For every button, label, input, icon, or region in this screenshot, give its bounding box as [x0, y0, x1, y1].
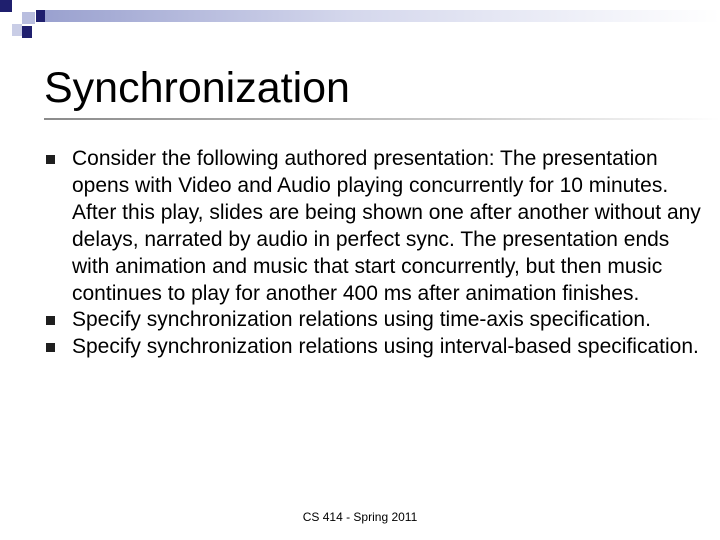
title-underline: [44, 118, 720, 120]
header-gradient-band: [45, 10, 720, 22]
square-bullet-icon: [46, 155, 55, 164]
bullet-text: Consider the following authored presentation: The presentation opens with Video and Audio playing concurrently for 10 minutes. After this play, slides are being shown one after another without any delays, narrated by audio in perfect sync. The presentation ends with animation and music that start concurrently, but then music continues to play for another 400 ms after animation finishes.: [72, 147, 701, 305]
slide-title: Synchronization: [44, 64, 350, 112]
bullet-list: [42, 146, 702, 361]
deco-square-light-2: [22, 12, 35, 24]
bullet-text: Specify synchronization relations using time-axis specification.: [72, 308, 651, 332]
deco-square-light-1: [12, 0, 26, 12]
bullet-item-time-axis: [42, 307, 702, 334]
slide-footer: CS 414 - Spring 2011: [302, 510, 418, 524]
bullet-item-interval-based: [42, 334, 702, 361]
header-decoration: [0, 0, 720, 50]
bullet-item-scenario: [42, 146, 702, 307]
bullet-text: Specify synchronization relations using interval-based specification.: [72, 335, 699, 359]
deco-square-light-3: [12, 24, 22, 36]
deco-square-dark-2: [36, 10, 45, 22]
square-bullet-icon: [46, 343, 55, 352]
deco-square-dark-1: [0, 0, 12, 12]
deco-square-dark-3: [22, 26, 32, 38]
square-bullet-icon: [46, 316, 55, 325]
